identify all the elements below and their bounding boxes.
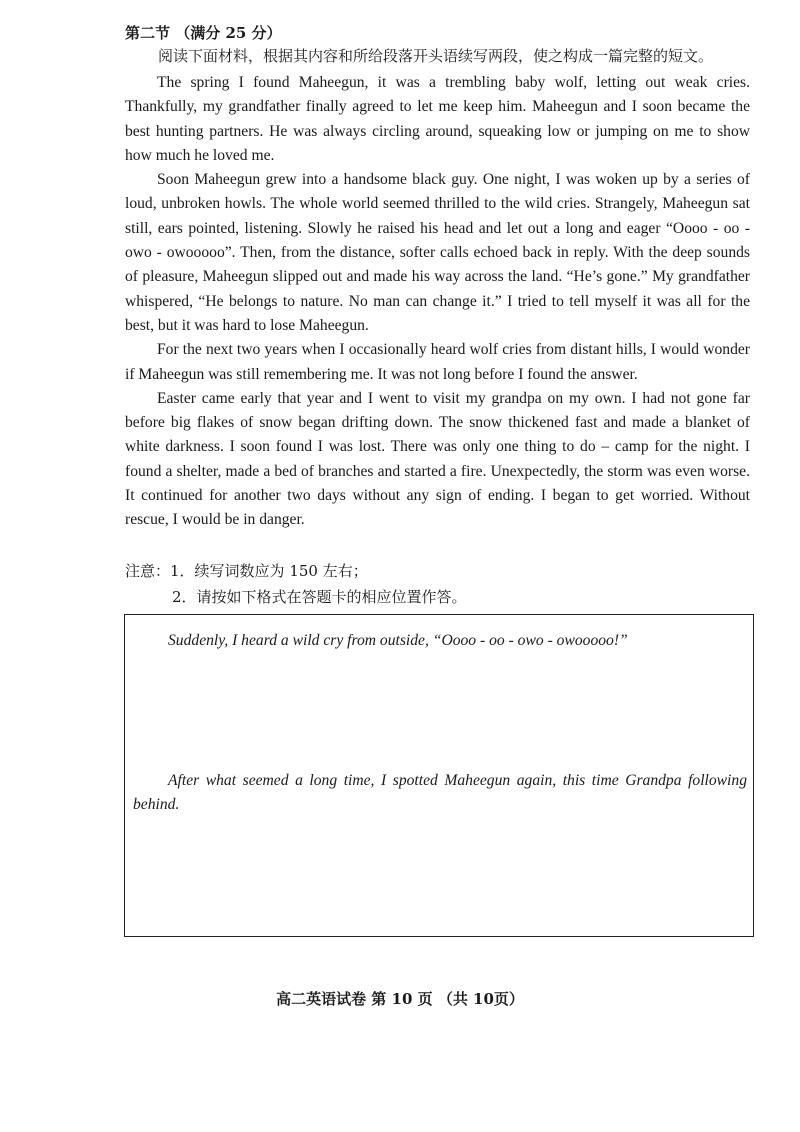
- note-item-2: 2．请按如下格式在答题卡的相应位置作答。: [172, 588, 467, 606]
- notes-label: 注意：: [125, 562, 171, 580]
- task-instruction: 阅读下面材料，根据其内容和所给段落开头语续写两段，使之构成一篇完整的短文。: [158, 47, 714, 65]
- passage-paragraph-1: The spring I found Maheegun, it was a trembling baby wolf, letting out weak cries. Thankfully, my grandfather finally agreed to let me keep him. Maheegun and I soon became the best hunting partners. He was always circling around, squeaking low or jumping on me to show how much he loved me.: [125, 74, 750, 164]
- continuation-prompt-1: Suddenly, I heard a wild cry from outside, “Oooo - oo - owo - owooooo!”: [168, 632, 628, 649]
- page-footer: 高二英语试卷 第 10 页 （共 10页）: [276, 990, 524, 1008]
- reading-passage: [125, 71, 750, 533]
- notes-block: [125, 558, 467, 610]
- section-title: 第二节 （满分 25 分）: [125, 24, 282, 42]
- passage-paragraph-3: For the next two years when I occasionally heard wolf cries from distant hills, I would wonder if Maheegun was still remembering me. It was not long before I found the answer.: [125, 341, 750, 383]
- passage-paragraph-2: Soon Maheegun grew into a handsome black guy. One night, I was woken up by a series of loud, unbroken howls. The whole world seemed thrilled to the wild cries. Strangely, Maheegun sat still, ears pointed, listening. Slowly he raised his head and let out a long and eager “Oooo - oo - owo - owooooo”. Then, from the distance, softer calls echoed back in reply. With the deep sounds of pleasure, Maheegun slipped out and made his way across the land. “He’s gone.” My grandfather whispered, “He belongs to nature. No man can change it.” I tried to tell myself it was all for the best, but it was hard to lose Maheegun.: [125, 171, 750, 334]
- answer-box[interactable]: [124, 614, 754, 937]
- passage-paragraph-4: Easter came early that year and I went to visit my grandpa on my own. I had not gone far before big flakes of snow began drifting down. The snow thickened fast and made a blanket of white darkness. I soon found I was lost. There was only one thing to do – camp for the night. I found a shelter, made a bed of branches and started a fire. Unexpectedly, the storm was even worse. It continued for another two days without any sign of ending. I began to get worried. Without rescue, I would be in danger.: [125, 389, 750, 529]
- note-item-1: 1．续写词数应为 150 左右；: [170, 562, 368, 580]
- continuation-prompt-2: After what seemed a long time, I spotted Maheegun again, this time Grandpa following behind.: [133, 772, 747, 813]
